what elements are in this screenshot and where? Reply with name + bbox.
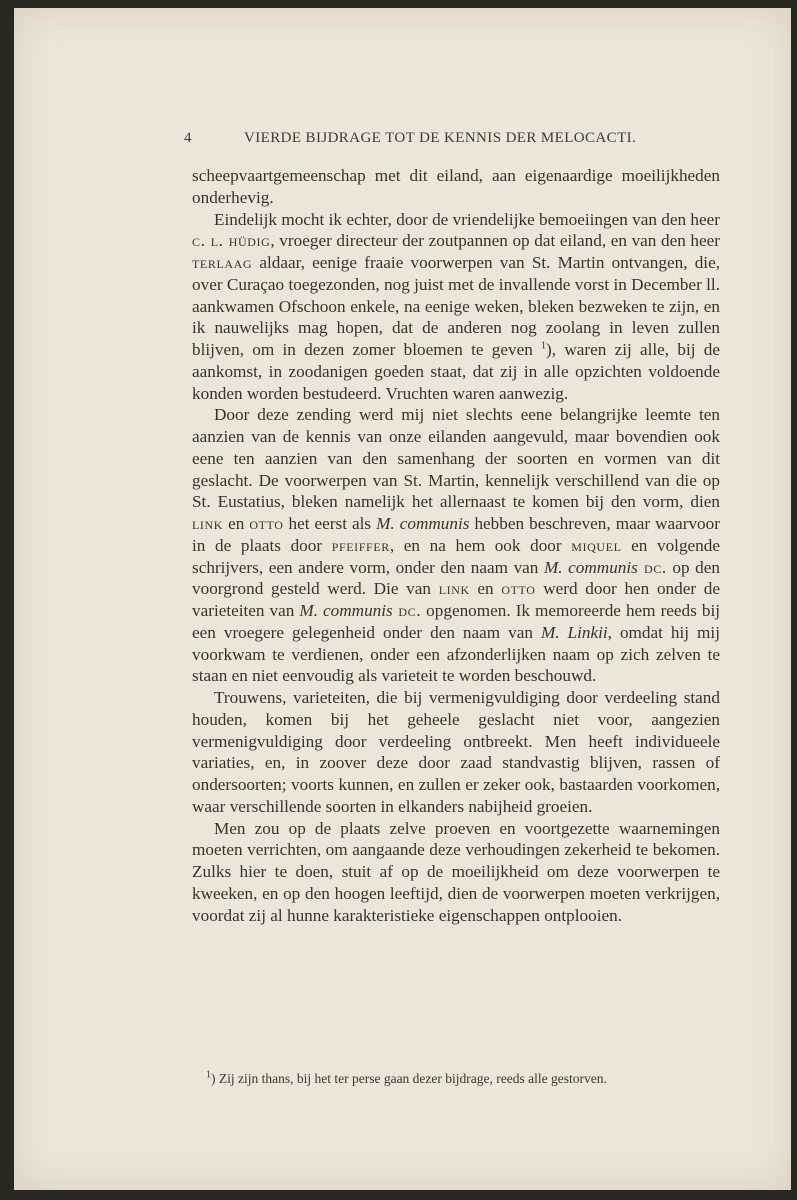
person-name-terlaag: terlaag [192, 253, 253, 272]
p3-text-g: werd door hen onder de varieteiten van [192, 579, 720, 620]
p3-text-b: het eerst als [283, 514, 377, 533]
person-name-hudig: c. l. hüdig [192, 231, 271, 251]
footnote-marker: 1 [206, 1069, 211, 1081]
p3-text-c: hebben beschreven, maar waarvoor in de plaats door [192, 514, 720, 555]
author-otto: otto [249, 514, 284, 533]
page-number: 4 [184, 130, 192, 146]
species-name: M. communis [299, 601, 393, 620]
running-title: VIERDE BIJDRAGE TOT DE KENNIS DER MELOCACTI. [244, 130, 637, 146]
author-link: link [192, 514, 224, 533]
species-name: M. communis [543, 557, 638, 577]
p2-text-a: Eindelijk mocht ik echter, door de vriendelijke bemoeiingen van den heer [214, 209, 720, 229]
author-link: link [438, 579, 470, 599]
running-header [184, 130, 659, 152]
paragraph-4 [192, 687, 720, 818]
footnote-ref: 1 [541, 340, 547, 352]
p3-text-h: opgenomen. Ik memoreerde hem reeds bij een vroegere gelegenheid onder den naam van [192, 601, 720, 642]
p5-text: Men zou op de plaats zelve proeven en voortgezette waarnemingen moeten verrichten, om aangaande deze verhoudingen zekerheid te bekomen. Zulks hier te doen, stuit af op de moeilijkheid om deze voorwerpen te kweeken, en op den hoogen leeftijd, dien de voorwerpen moeten verkrijgen, voordat zij al hunne karakteristieke eigenschappen ontplooien. [192, 818, 720, 925]
species-name: M. communis [376, 514, 470, 533]
p3-en: en [223, 514, 250, 533]
author-dc: dc. [392, 601, 422, 620]
author-miquel: miquel [571, 535, 622, 555]
paragraph-3 [192, 404, 720, 687]
footnote [192, 1070, 720, 1088]
paragraph-1 [192, 165, 720, 209]
author-pfeiffer: pfeiffer [331, 535, 390, 555]
p3-en: en [469, 579, 502, 599]
p3-text-d: , en na hem ook door [389, 535, 572, 555]
p1-text: scheepvaartgemeenschap met dit eiland, aan eigenaardige moeilijkheden onderhevig. [192, 166, 720, 207]
author-dc: dc. [637, 557, 667, 577]
author-otto: otto [501, 579, 536, 599]
p2-text-c: aldaar, eenige fraaie voorwerpen van St. Martin ontvangen, die, over Curaçao toegezonden, nog juist met de invallende vorst in December ll. aankwamen Ofschoon enkele, na eenige weken, bleken bezweken te zijn, en ik nauwelijks mag hopen, dat de anderen nog zoolang in leven zullen blijven, om in dezen zomer bloemen te geven [192, 253, 720, 359]
p3-text-e: en volgende schrijvers, een andere vorm, onder den naam van [192, 535, 720, 577]
p2-text-d: ), waren zij alle, bij de aankomst, in zoodanigen goeden staat, dat zij in alle opzichten voldoende konden worden bestudeerd. Vruchten waren aanwezig. [192, 340, 720, 403]
p2-text-b: , vroeger directeur der zoutpannen op dat eiland, en van den heer [270, 231, 720, 251]
paragraph-2 [192, 209, 720, 405]
p4-text: Trouwens, varieteiten, die bij vermenigvuldiging door verdeeling stand houden, komen bij het geheele geslacht niet voor, aangezien vermenigvuldiging door verdeeling ontbreekt. Men heeft individueele variaties, en, in zoover deze door zaad standvastig blijven, rassen of ondersoorten; voorts kunnen, en zullen er zeker ook, bastaarden voorkomen, waar verschillende soorten in elkanders nabijheid groeien. [192, 688, 720, 816]
paragraph-5 [192, 818, 720, 927]
body-text [192, 165, 720, 926]
book-page [14, 8, 791, 1190]
p3-text-i: , omdat hij mij voorkwam te verdienen, onder een afzonderlijken naam op zich zelven te staan en niet eenvoudig als varieteit te worden beschouwd. [192, 622, 720, 686]
p3-text-f: op den voorgrond gesteld werd. Die van [192, 557, 720, 599]
p3-text-a: Door deze zending werd mij niet slechts eene belangrijke leemte ten aanzien van de kennis van onze eilanden aangevuld, maar bovendien ook eene ten aanzien van den samenhang der soorten en vormen van dit geslacht. De voorwerpen van St. Martin, kennelijk verschillend van die op St. Eustatius, bleken namelijk het allernaast te komen bij den vorm, dien [192, 405, 720, 512]
footnote-text: ) Zij zijn thans, bij het ter perse gaan dezer bijdrage, reeds alle gestorven. [211, 1071, 607, 1086]
species-name: M. Linkii [540, 622, 608, 642]
